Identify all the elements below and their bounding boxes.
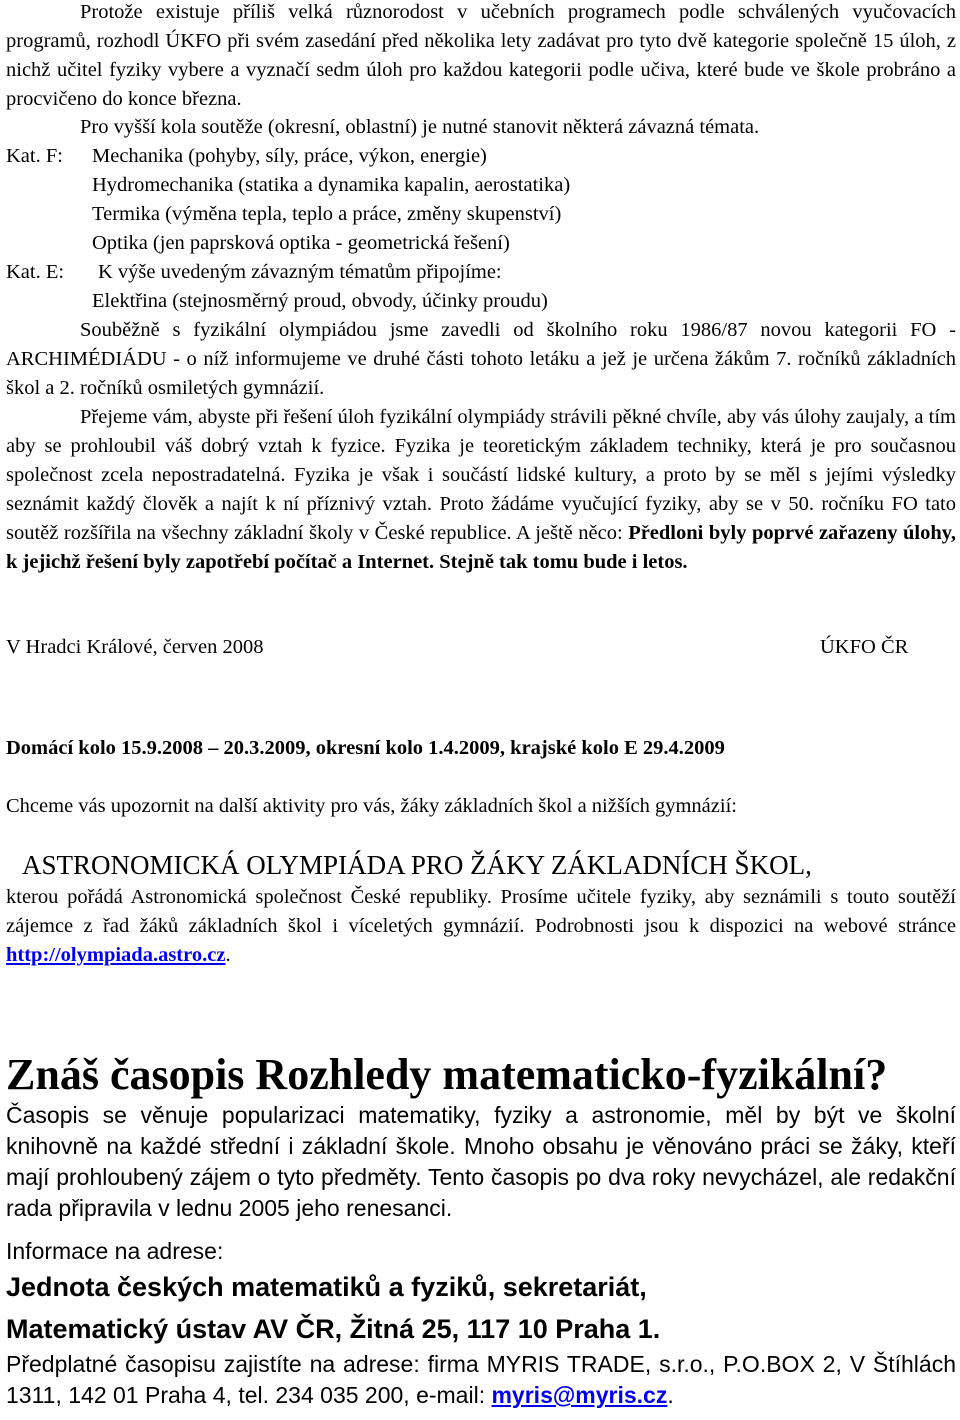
archimediada-paragraph: Souběžně s fyzikální olympiádou jsme zavedli od školního roku 1986/87 novou kategorii FO - ARCHIMÉDIÁDU - o níž informujeme ve druhé části tohoto letáku a jež je určena žákům 7. ročníků základních škol a 2. ročníků osmiletých gymnázií. [6,319,956,399]
rozhledy-address-line-2: Matematický ústav AV ČR, Žitná 25, 117 10 Praha 1. [6,1314,661,1344]
kat-f-topic: Optika (jen paprsková optika - geometrická řešení) [92,232,510,254]
kat-f-row-1 [6,142,956,171]
kat-f-topic: Hydromechanika (statika a dynamika kapalin, aerostatika) [92,174,571,196]
kat-e-intro: K výše uvedeným závazným tématům připojíme: [98,261,502,283]
astro-olympiad-title: ASTRONOMICKÁ OLYMPIÁDA PRO ŽÁKY ZÁKLADNÍCH ŠKOL, [22,850,812,880]
kat-e-topic: Elektřina (stejnosměrný proud, obvody, účinky proudu) [92,290,548,312]
intro-paragraph: Protože existuje příliš velká různorodost v učebních programech podle schválených vyučovacích programů, rozhodl ÚKFO při svém zasedání před několika lety zadávat pro tyto dvě kategorie společně 15 úloh, z nichž učitel fyziky vybere a vyznačí sedm úloh pro každou kategorii podle učiva, které bude ve škole probráno a procvičeno do konce března. [6,1,956,110]
activities-notice: Chceme vás upozornit na další aktivity pro vás, žáky základních škol a nižších gymnázií: [6,795,737,817]
astro-website-link[interactable]: http://olympiada.astro.cz [6,944,226,966]
astro-paragraph: kterou pořádá Astronomická společnost České republiky. Prosíme učitele fyziky, aby seznámili s touto soutěží zájemce z řad žáků základních škol i víceletých gymnázií. Podrobnosti jsou k dispozici na webové stránce http://olympiada.astro.cz. [6,886,956,966]
rozhledy-address-line-1: Jednota českých matematiků a fyziků, sekretariát, [6,1272,647,1302]
rozhledy-info-label: Informace na adrese: [6,1238,224,1264]
kat-e-row-1 [6,258,956,287]
rozhledy-subscription: Předplatné časopisu zajistíte na adrese: firma MYRIS TRADE, s.r.o., P.O.BOX 2, V Štíhlách 1311, 142 01 Praha 4, tel. 234 035 200, e-mail: myris@myris.cz. [6,1351,956,1408]
rozhledy-paragraph: Časopis se věnuje popularizaci matematiky, fyziky a astronomie, měl by být ve školní knihovně na každé střední i základní škole. Mnoho obsahu je věnováno práci se žáky, kteří mají prohloubený zájem o tyto předměty. Tento časopis po dva roky nevycházel, ale redakční rada připravila v lednu 2005 jeho renesanci. [6,1102,956,1221]
kat-e-label: Kat. E: [6,261,65,283]
rozhledy-email-link[interactable]: myris@myris.cz [491,1382,668,1408]
kat-f-topic: Mechanika (pohyby, síly, práce, výkon, energie) [92,145,487,167]
signature-org: ÚKFO ČR [820,636,909,658]
competition-dates: Domácí kolo 15.9.2008 – 20.3.2009, okresní kolo 1.4.2009, krajské kolo E 29.4.2009 [6,737,725,759]
kat-f-label: Kat. F: [6,145,63,167]
intro-topics-sentence: Pro vyšší kola soutěže (okresní, oblastní) je nutné stanovit některá závazná témata. [80,116,760,138]
signature-place-date: V Hradci Králové, červen 2008 [6,636,264,658]
wish-bold-text: Předloni byly poprvé zařazeny úlohy, k jejichž řešení byly zapotřebí počítač a Internet. Stejně tak tomu bude i letos. [6,522,956,573]
kat-f-topic: Termika (výměna tepla, teplo a práce, změny skupenství) [92,203,562,225]
wish-paragraph: Přejeme vám, abyste při řešení úloh fyzikální olympiády strávili pěkné chvíle, aby vás úlohy zaujaly, a tím aby se prohloubil váš dobrý vztah k fyzice. Fyzika je teoretickým základem techniky, která je pro současnou společnost zcela nepostradatelná. Fyzika je však i součástí lidské kultury, a proto by se měl s jejími výsledky seznámit každý člověk a najít k ní příznivý vztah. Proto žádáme vyučující fyziky, aby se v 50. ročníku FO tato soutěž rozšířila na všechny základní školy v České republice. A ještě něco: Předloni byly poprvé zařazeny úlohy, k jejichž řešení byly zapotřebí počítač a Internet. Stejně tak tomu bude i letos. [6,406,956,573]
rozhledy-title: Znáš časopis Rozhledy matematicko-fyzikální? [6,1050,888,1099]
